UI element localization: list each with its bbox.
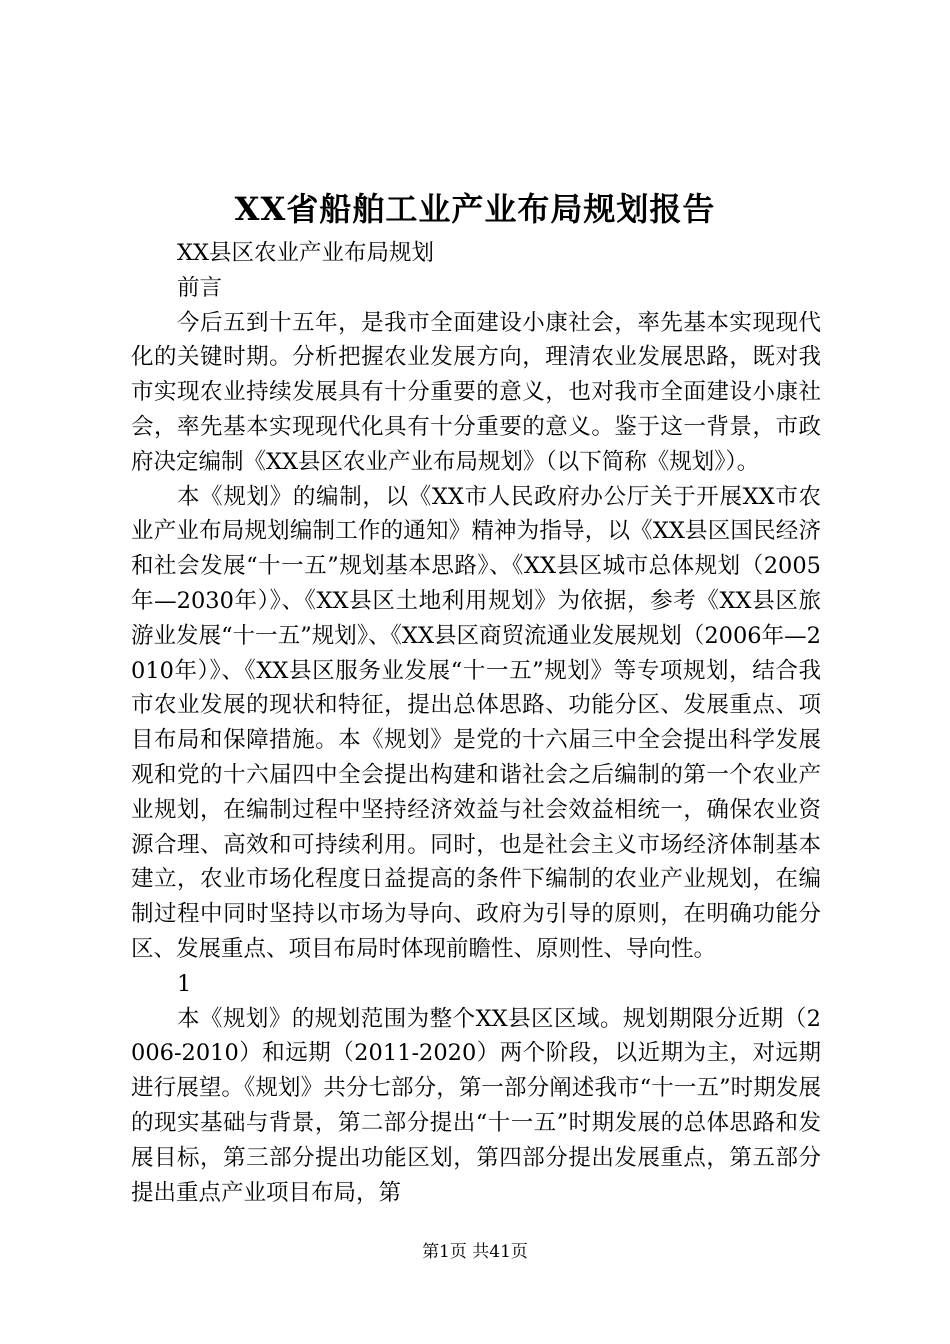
section-number: 1 bbox=[177, 970, 192, 997]
preface-heading: 前言 bbox=[177, 274, 223, 301]
document-title: XX省船舶工业产业布局规划报告 bbox=[234, 190, 716, 228]
paragraph-scope: 本《规划》的规划范围为整个XX县区区域。规划期限分近期（2006-2010）和远期（2011-2020）两个阶段，以近期为主，对远期进行展望。《规划》共分七部分，第一部分阐述我市“十一五”时期发展的现实基础与背景，第二部分提出“十一五”时期发展的总体思路和发展目标，第三部分提出功能区划，第四部分提出发展重点，第五部分提出重点产业项目布局，第 bbox=[131, 1005, 821, 1206]
paragraph-compilation: 本《规划》的编制，以《XX市人民政府办公厅关于开展XX市农业产业布局规划编制工作的通知》精神为指导，以《XX县区国民经济和社会发展“十一五”规划基本思路》、《XX县区城市总体规划（2005年—2030年）》、《XX县区土地利用规划》为依据，参考《XX县区旅游业发展“十一五”规划》、《XX县区商贸流通业发展规划（2006年—2010年）》、《XX县区服务业发展“十一五”规划》等专项规划，结合我市农业发展的现状和特征，提出总体思路、功能分区、发展重点、项目布局和保障措施。本《规划》是党的十六届三中全会提出科学发展观和党的十六届四中全会提出构建和谐社会之后编制的第一个农业产业规划，在编制过程中坚持经济效益与社会效益相统一，确保农业资源合理、高效和可持续利用。同时，也是社会主义市场经济体制基本建立，农业市场化程度日益提高的条件下编制的农业产业规划，在编制过程中同时坚持以市场为导向、政府为引导的原则，在明确功能分区、发展重点、项目布局时体现前瞻性、原则性、导向性。 bbox=[131, 483, 821, 962]
page-footer: 第1页 共41页 bbox=[422, 1242, 528, 1262]
paragraph-intro: 今后五到十五年，是我市全面建设小康社会，率先基本实现现代化的关键时期。分析把握农业发展方向，理清农业发展思路，既对我市实现农业持续发展具有十分重要的意义，也对我市全面建设小康社会，率先基本实现现代化具有十分重要的意义。鉴于这一背景，市政府决定编制《XX县区农业产业布局规划》（以下简称《规划》）。 bbox=[131, 309, 821, 475]
subtitle-paragraph: XX县区农业产业布局规划 bbox=[177, 240, 435, 266]
document-body bbox=[131, 236, 821, 1210]
